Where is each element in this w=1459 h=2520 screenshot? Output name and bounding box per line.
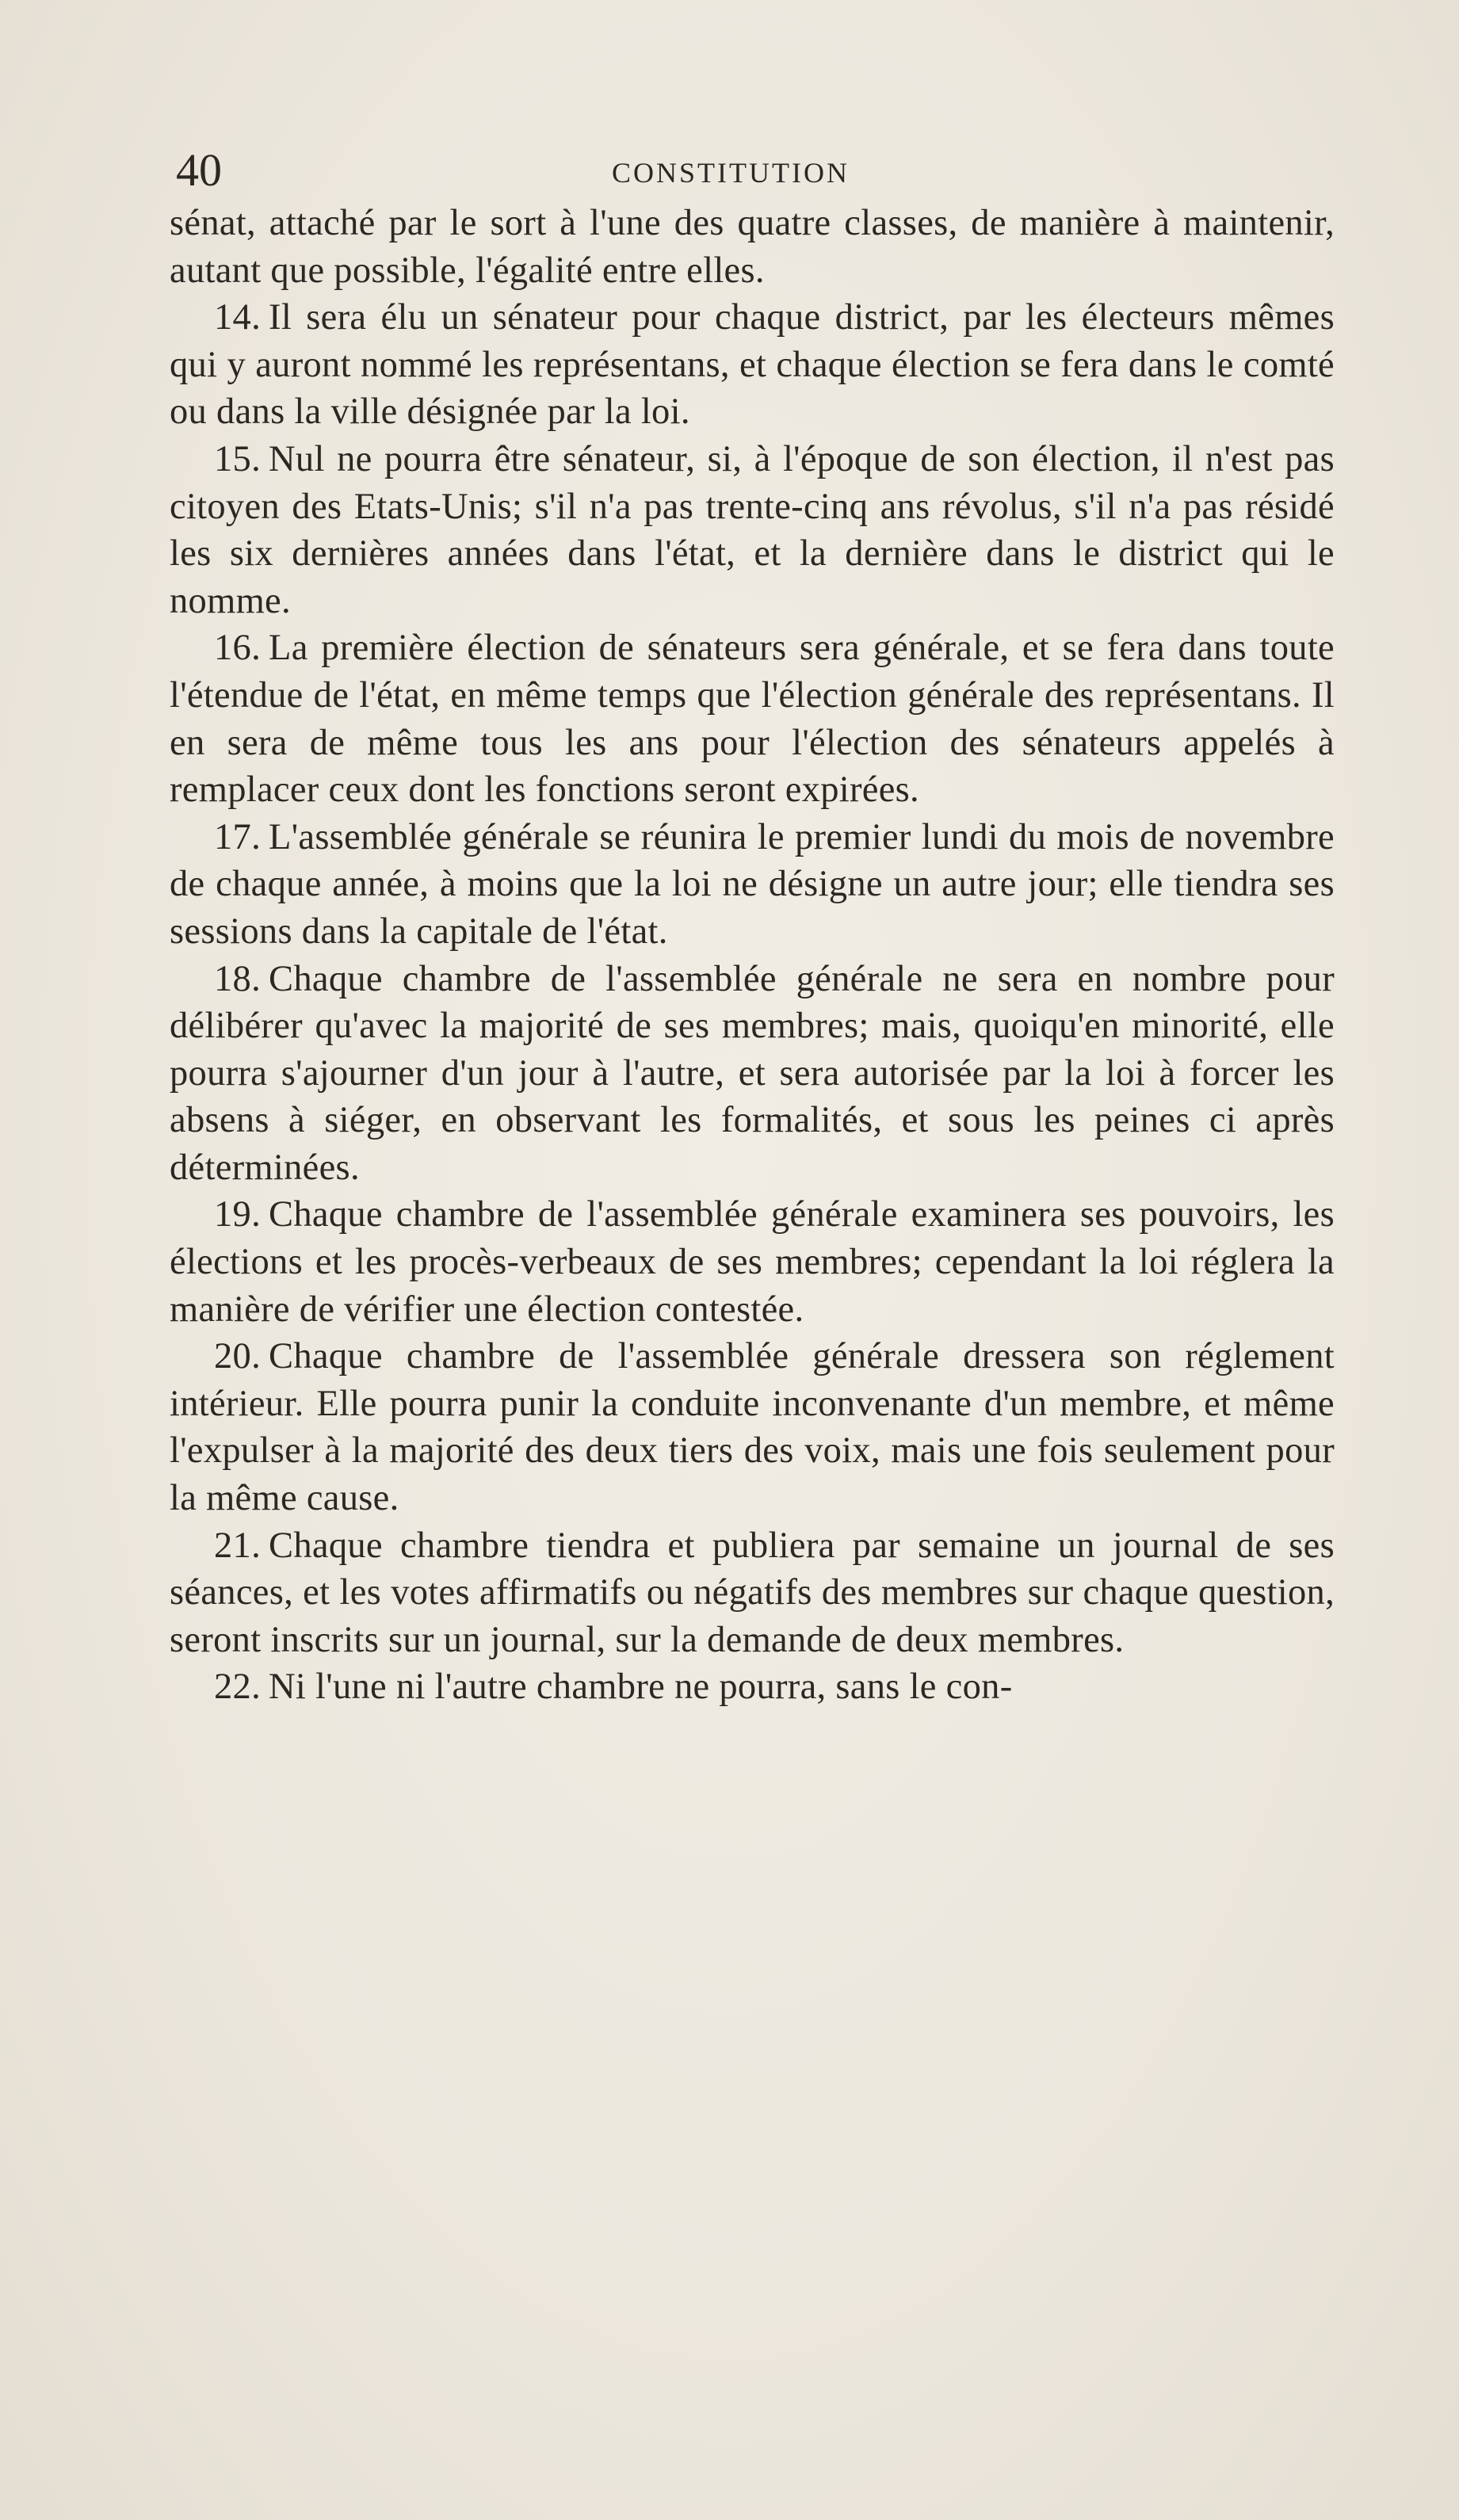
article-text: Il sera élu un sénateur pour chaque district, par les électeurs mêmes qui y auront nommé les représentans, et chaque élection se fera dans le comté ou dans la ville désignée par la loi. bbox=[170, 297, 1335, 433]
article-number: 19. bbox=[214, 1194, 262, 1235]
article-20 bbox=[170, 1333, 1335, 1522]
article-number: 17. bbox=[214, 816, 262, 857]
article-text: L'assemblée générale se réunira le premier lundi du mois de novembre de chaque année, à moins que la loi ne désigne un autre jour; elle tiendra ses sessions dans la capitale de l'état. bbox=[170, 816, 1335, 952]
article-number: 16. bbox=[214, 628, 262, 669]
paragraph-text: sénat, attaché par le sort à l'une des quatre classes, de manière à maintenir, autant que possible, l'égalité entre elles. bbox=[170, 203, 1335, 291]
page-header bbox=[176, 143, 1335, 198]
article-number: 21. bbox=[214, 1525, 262, 1566]
article-21 bbox=[170, 1522, 1335, 1664]
article-number: 18. bbox=[214, 958, 262, 999]
article-number: 20. bbox=[214, 1336, 262, 1377]
article-text: Ni l'une ni l'autre chambre ne pourra, sans le con- bbox=[269, 1667, 1013, 1708]
article-17 bbox=[170, 814, 1335, 956]
article-text: Chaque chambre de l'assemblée générale dressera son réglement intérieur. Elle pourra punir la conduite inconvenante d'un membre, et même l'expulser à la majorité des deux tiers des voix, mais une fois seulement pour la même cause. bbox=[170, 1336, 1335, 1519]
article-text: Chaque chambre de l'assemblée générale ne sera en nombre pour délibérer qu'avec la majorité de ses membres; mais, quoiqu'en minorité, elle pourra s'ajourner d'un jour à l'autre, et sera autorisée par la loi à forcer les absens à siéger, en observant les formalités, et sous les peines ci après déterminées. bbox=[170, 958, 1335, 1188]
running-title: CONSTITUTION bbox=[612, 157, 850, 189]
article-text: Chaque chambre tiendra et publiera par semaine un journal de ses séances, et les votes affirmatifs ou négatifs des membres sur chaque question, seront inscrits sur un journal, sur la demande de deux membres. bbox=[170, 1525, 1335, 1660]
article-text: La première élection de sénateurs sera générale, et se fera dans toute l'étendue de l'état, en même temps que l'élection générale des représentans. Il en sera de même tous les ans pour l'élection des sénateurs appelés à remplacer ceux dont les fonctions seront expirées. bbox=[170, 628, 1335, 811]
article-text: Chaque chambre de l'assemblée générale examinera ses pouvoirs, les élections et les procès-verbeaux de ses membres; cependant la loi réglera la manière de vérifier une élection contestée. bbox=[170, 1194, 1335, 1330]
article-14 bbox=[170, 294, 1335, 436]
body-text bbox=[170, 200, 1335, 1711]
article-19 bbox=[170, 1191, 1335, 1333]
article-15 bbox=[170, 436, 1335, 624]
paragraph-continuation bbox=[170, 200, 1335, 294]
article-18 bbox=[170, 956, 1335, 1192]
article-number: 14. bbox=[214, 297, 262, 338]
article-text: Nul ne pourra être sénateur, si, à l'époque de son élection, il n'est pas citoyen des Etats-Unis; s'il n'a pas trente-cinq ans révolus, s'il n'a pas résidé les six dernières années dans l'état, et la dernière dans le district qui le nomme. bbox=[170, 438, 1335, 621]
article-number: 22. bbox=[214, 1667, 262, 1708]
article-22 bbox=[170, 1663, 1335, 1711]
article-16 bbox=[170, 624, 1335, 813]
page-number: 40 bbox=[176, 144, 222, 196]
article-number: 15. bbox=[214, 438, 262, 479]
